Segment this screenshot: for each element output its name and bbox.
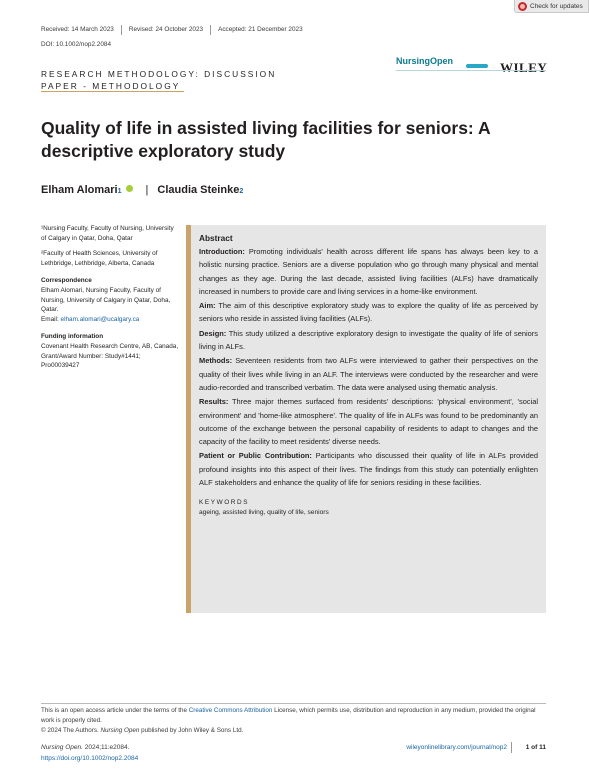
open-access-mark-icon xyxy=(466,64,488,68)
check-for-updates-label: Check for updates xyxy=(530,2,583,10)
doi-link[interactable]: https://doi.org/10.1002/nop2.2084 xyxy=(41,755,139,762)
license-notice xyxy=(41,706,546,735)
section-text: This study utilized a descriptive exploratory design to investigate the quality of life of seniors living in ALFs. xyxy=(199,328,538,352)
footer-divider xyxy=(41,703,546,704)
check-for-updates-button[interactable] xyxy=(514,0,589,13)
article-doi: DOI: 10.1002/nop2.2084 xyxy=(41,41,111,48)
category-line-1: RESEARCH METHODOLOGY: DISCUSSION xyxy=(41,69,277,79)
category-divider xyxy=(41,91,184,92)
affiliation-1: ¹Nursing Faculty, Faculty of Nursing, University of Calgary in Qatar, Doha, Qatar xyxy=(41,225,174,242)
abstract-methods xyxy=(199,354,538,394)
keywords-heading: KEYWORDS xyxy=(199,499,250,507)
copyright-text: published by John Wiley & Sons Ltd. xyxy=(139,726,244,734)
journal-reference-name: Nursing Open. xyxy=(41,744,83,751)
journal-site-link[interactable]: wileyonlinelibrary.com/journal/nop2 xyxy=(406,744,507,751)
email-label: Email: xyxy=(41,315,61,323)
correspondence-text: Elham Alomari, Nursing Faculty, Faculty of Nursing, University of Calgary in Qatar, Doha, Qatar. xyxy=(41,286,171,314)
correspondence-email xyxy=(41,315,179,325)
author-name[interactable]: Claudia Steinke xyxy=(157,184,240,196)
abstract-aim xyxy=(199,299,538,326)
copyright-journal: Nursing Open xyxy=(100,726,140,734)
footer-separator xyxy=(511,742,512,753)
revised-date: Revised: 24 October 2023 xyxy=(121,25,210,35)
author-list xyxy=(41,184,243,196)
keywords-list: ageing, assisted living, quality of life, seniors xyxy=(199,509,329,517)
section-label: Introduction: xyxy=(199,247,245,256)
branding-divider xyxy=(396,70,546,71)
journal-reference xyxy=(41,743,129,754)
section-label: Methods: xyxy=(199,356,233,366)
section-text: Promoting individuals' health across different life spans has always been key to a holistic nursing practice. Seniors are a diverse population who go through many physical and mental changes as they age. During the last decade, assisted living facilities (ALFs) have dramatically increased in numbers to provide care and living services in a home-like environment. xyxy=(199,247,538,296)
section-label: Results: xyxy=(199,397,229,407)
correspondence-heading: Correspondence xyxy=(41,277,92,285)
article-category xyxy=(41,68,276,92)
funding-text: Covenant Health Research Centre, AB, Canada, Grant/Award Number: Study#1441; Pro00039427 xyxy=(41,342,179,370)
article-title: Quality of life in assisted living facilities for seniors: A descriptive exploratory study xyxy=(41,118,490,161)
page-number: 1 of 11 xyxy=(525,744,546,751)
section-text: Seventeen residents from two ALFs were interviewed to gather their perspectives on the quality of their lives while living in an ALF. The interviews were conducted by the researcher and were audio-recorded and transcribed verbatim. The data were analysed using thematic analysis. xyxy=(199,356,538,392)
author-affiliation-ref[interactable]: 1 xyxy=(117,188,122,195)
abstract-heading: Abstract xyxy=(199,233,233,243)
received-date: Received: 14 March 2023 xyxy=(41,26,114,33)
journal-logo: NursingOpen xyxy=(396,56,454,66)
section-label: Aim: xyxy=(199,301,216,311)
journal-branding xyxy=(396,56,546,80)
funding-heading: Funding information xyxy=(41,333,104,341)
email-link[interactable]: elham.alomari@ucalgary.ca xyxy=(60,315,140,323)
article-info-column xyxy=(41,224,179,377)
abstract-box xyxy=(186,225,546,613)
publisher-logo: WILEY xyxy=(500,60,548,75)
category-line-2: PAPER - METHODOLOGY xyxy=(41,81,181,91)
abstract-introduction xyxy=(199,245,538,298)
section-text: The aim of this descriptive exploratory study was to explore the quality of life as perceived by seniors who reside in assisted living facilities (ALFs). xyxy=(199,301,538,324)
abstract-results xyxy=(199,395,538,448)
affiliation-2: ²Faculty of Health Sciences, University of Lethbridge, Lethbridge, Alberta, Canada xyxy=(41,250,158,267)
crossmark-icon xyxy=(518,2,527,11)
license-text: License, which permits use, distribution and reproduction in any medium, provided the original work is properly cited. xyxy=(41,707,536,724)
section-text: Participants who discussed their quality of life in ALFs provided profound insights into this aspect of their lives. The findings from this study can potentially enlighten ALF stakeholders and enhance the quality of life for seniors residing in these facilities. xyxy=(199,451,538,488)
orcid-icon[interactable] xyxy=(126,185,133,192)
abstract-design xyxy=(199,327,538,354)
abstract-contribution xyxy=(199,449,538,489)
section-text: Three major themes surfaced from residents' descriptions: 'physical environment', 'social environment' and 'home-like atmosphere'. The quality of life in ALFs was found to be predominantly an outcome of the exchange between the personal capability of residents to adapt to changes and the capacity of the facility to meet residents' diverse needs. xyxy=(199,397,538,447)
license-link[interactable]: Creative Commons Attribution xyxy=(188,707,273,714)
license-text: This is an open access article under the terms of the xyxy=(41,707,189,714)
author-affiliation-ref[interactable]: 2 xyxy=(239,188,244,195)
article-dates xyxy=(41,25,310,35)
copyright-text: © 2024 The Authors. xyxy=(41,726,101,734)
accepted-date: Accepted: 21 December 2023 xyxy=(210,25,310,35)
journal-reference-details: 2024;11:e2084. xyxy=(82,744,130,751)
author-separator: | xyxy=(145,184,149,196)
section-label: Patient or Public Contribution: xyxy=(199,451,312,461)
section-label: Design: xyxy=(199,328,227,338)
author-name[interactable]: Elham Alomari xyxy=(41,184,118,196)
